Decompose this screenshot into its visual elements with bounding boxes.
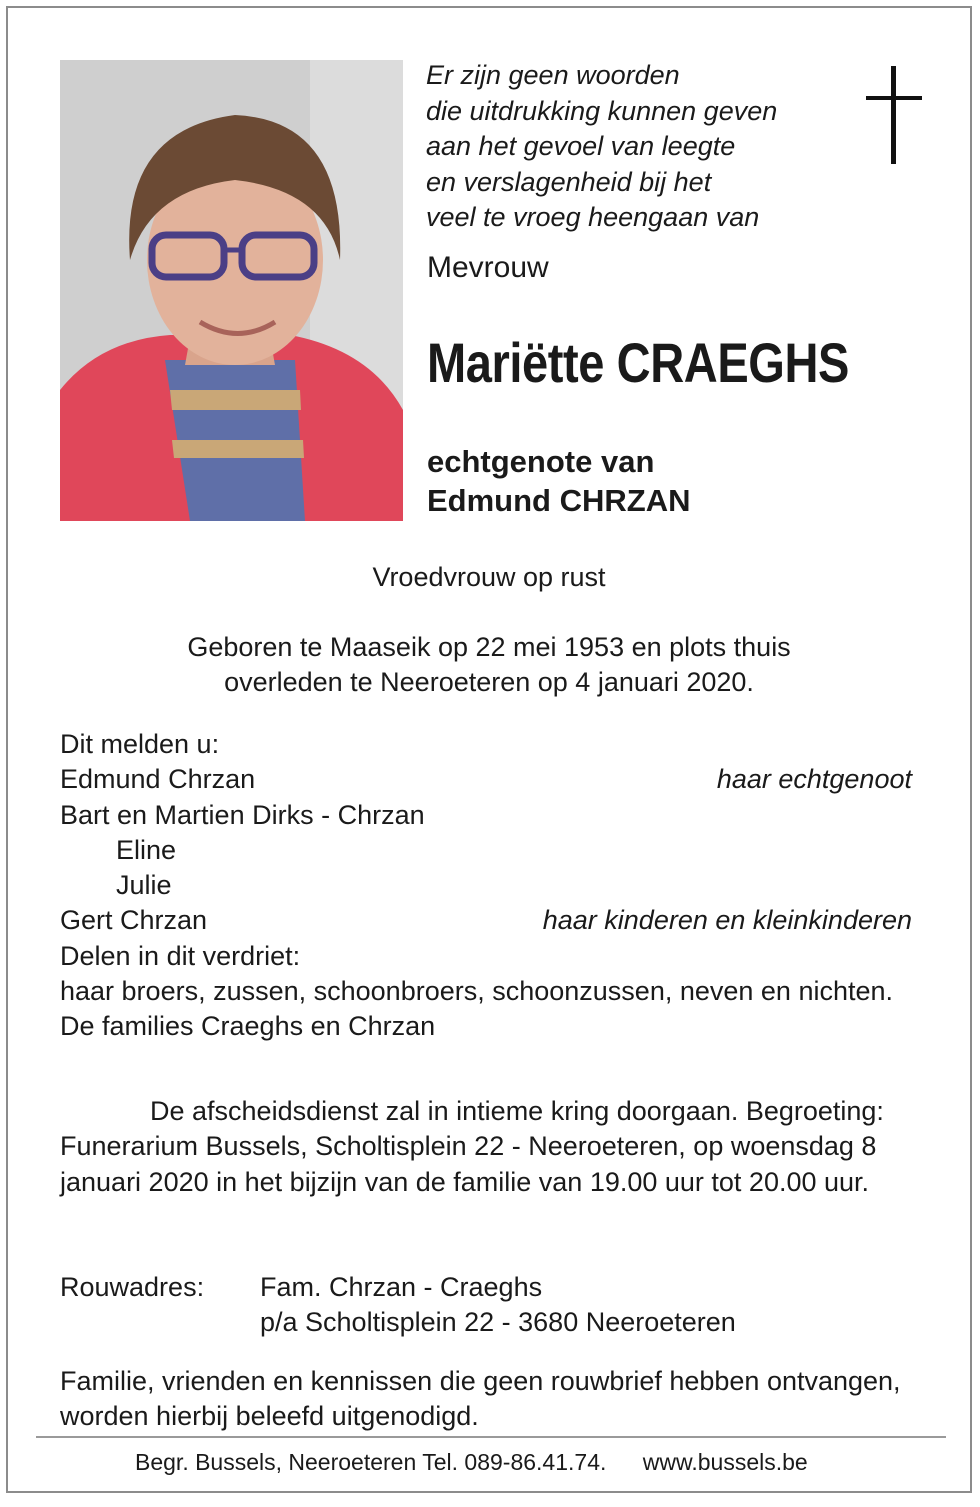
portrait-photo (60, 60, 403, 521)
poem-line: en verslagenheid bij het (426, 166, 712, 197)
poem-line: aan het gevoel van leegte (426, 131, 736, 161)
death-notice-card (6, 6, 972, 1493)
website-link[interactable]: www.bussels.be (642, 1449, 808, 1475)
list-item (60, 903, 912, 938)
notification-list (60, 727, 912, 1045)
poem-line: die uitdrukking kunnen geven (426, 95, 778, 126)
family-member: Gert Chrzan (60, 905, 208, 936)
dates-line: overleden te Neeroeteren op 4 januari 2020. (224, 667, 754, 697)
families-line: De families Craeghs en Chrzan (60, 1011, 436, 1042)
profession: Vroedvrouw op rust (372, 562, 606, 592)
address-value (260, 1270, 736, 1341)
poem-line: Er zijn geen woorden (426, 60, 680, 90)
cross-icon (866, 66, 922, 164)
family-member: Bart en Martien Dirks - Chrzan (60, 799, 425, 830)
address-line: p/a Scholtisplein 22 - 3680 Neeroeteren (260, 1307, 736, 1338)
notification-intro: Dit melden u: (60, 729, 220, 759)
honorific: Mevrouw (427, 251, 549, 284)
family-relation: haar echtgenoot (716, 764, 912, 795)
invitation-text: Familie, vrienden en kennissen die geen rouwbrief hebben ontvangen, worden hierbij beleefd uitgenodigd. (60, 1366, 901, 1432)
family-member: Julie (116, 870, 172, 901)
list-item (60, 868, 912, 903)
address-line: Fam. Chrzan - Craeghs (260, 1272, 543, 1302)
share-intro: Delen in dit verdriet: (60, 940, 301, 971)
footer-divider (36, 1436, 946, 1438)
dates-line: Geboren te Maaseik op 22 mei 1953 en plots thuis (187, 632, 791, 662)
spouse-relation: echtgenote van (427, 444, 655, 479)
footer (135, 1449, 808, 1476)
list-item (60, 798, 912, 833)
deceased-name: Mariëtte CRAEGHS (427, 331, 849, 394)
list-item (60, 762, 912, 797)
family-member: Edmund Chrzan (60, 764, 256, 795)
birth-death-dates (8, 630, 970, 700)
poem-line: veel te vroeg heengaan van (426, 202, 760, 232)
family-relation: haar kinderen en kleinkinderen (542, 905, 912, 936)
undertaker-contact: Begr. Bussels, Neeroeteren Tel. 089-86.41.74. (135, 1449, 607, 1475)
poem (426, 58, 777, 236)
spouse-name: Edmund CHRZAN (427, 483, 691, 518)
family-member: Eline (116, 834, 177, 865)
spouse-info (427, 442, 690, 520)
share-text: haar broers, zussen, schoonbroers, schoonzussen, neven en nichten. (60, 976, 894, 1007)
list-item (60, 833, 912, 868)
service-details: De afscheidsdienst zal in intieme kring doorgaan. Begroeting: Funerarium Bussels, Scholtisplein 22 - Neeroeteren, op woensdag 8 januari 2020 in het bijzijn van de familie van 19.00 uur tot 20.00 uur. (60, 1096, 884, 1197)
address-label: Rouwadres: (60, 1272, 205, 1302)
